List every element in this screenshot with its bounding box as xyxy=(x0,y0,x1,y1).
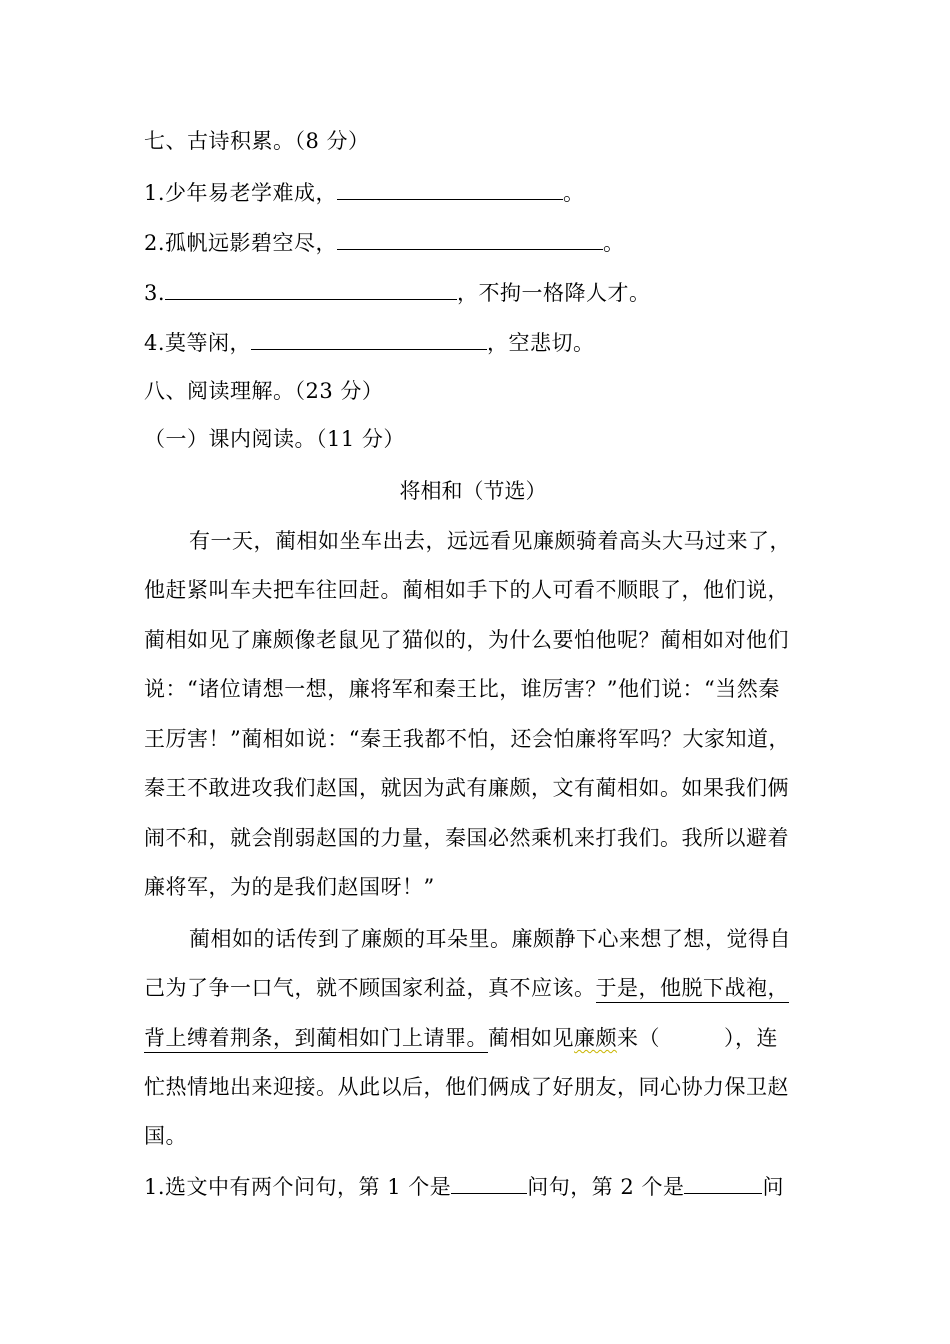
subsection-heading: （一）课内阅读。（11 分） xyxy=(144,427,405,451)
squiggle-marked-word: 廉颇 xyxy=(574,1026,617,1050)
poem-question-2 xyxy=(144,227,625,258)
poem-question-3-prefix: 3. xyxy=(144,281,166,305)
reading-question-1 xyxy=(144,1171,784,1202)
paragraph1-line-6: 秦王不敢进攻我们赵国，就因为武有廉颇，文有蔺相如。如果我们俩 xyxy=(144,776,789,800)
reading-question-1-part-a: 1.选文中有两个问句，第 1 个是 xyxy=(144,1175,452,1199)
underlined-sentence-part-2: 背上缚着荆条，到蔺相如门上请罪。 xyxy=(144,1026,488,1053)
poem-question-4-suffix: ，空悲切。 xyxy=(487,331,595,355)
paragraph1-line-8: 廉将军，为的是我们赵国呀！” xyxy=(144,875,435,899)
poem-question-4-prefix: 4.莫等闲， xyxy=(144,331,252,355)
paragraph2-line-1: 蔺相如的话传到了廉颇的耳朵里。廉颇静下心来想了想，觉得自 xyxy=(189,927,791,951)
section7-heading: 七、古诗积累。（8 分） xyxy=(144,129,370,153)
paragraph2-line-2-text: 己为了争一口气，就不顾国家利益，真不应该。 xyxy=(144,976,596,1000)
poem-question-1-suffix: 。 xyxy=(563,181,585,205)
question-type-blank-2[interactable] xyxy=(684,1171,762,1194)
poem-answer-blank-3[interactable] xyxy=(165,277,457,300)
paragraph1-line-7: 闹不和，就会削弱赵国的力量，秦国必然乘机来打我们。我所以避着 xyxy=(144,826,789,850)
reading-question-1-part-c: 问 xyxy=(762,1175,784,1199)
poem-answer-blank-2[interactable] xyxy=(337,227,603,250)
paragraph2-line-3-text-b: 来（ xyxy=(617,1026,660,1050)
paragraph1-line-2: 他赶紧叫车夫把车往回赶。蔺相如手下的人可看不顺眼了，他们说， xyxy=(144,578,789,602)
paragraph2-line-3-text-c: ），连 xyxy=(724,1026,778,1050)
poem-question-2-prefix: 2.孤帆远影碧空尽， xyxy=(144,231,338,255)
paragraph1-line-3: 蔺相如见了廉颇像老鼠见了猫似的，为什么要怕他呢？蔺相如对他们 xyxy=(144,628,789,652)
paragraph2-line-2 xyxy=(144,973,789,1003)
article-title: 将相和（节选） xyxy=(399,479,547,503)
question-type-blank-1[interactable] xyxy=(451,1171,527,1194)
poem-question-1-prefix: 1.少年易老学难成， xyxy=(144,181,338,205)
paragraph2-line-4: 忙热情地出来迎接。从此以后，他们俩成了好朋友，同心协力保卫赵 xyxy=(144,1075,789,1099)
paragraph1-line-5: 王厉害！”蔺相如说：“秦王我都不怕，还会怕廉将军吗？大家知道， xyxy=(144,727,790,751)
reading-question-1-part-b: 问句，第 2 个是 xyxy=(527,1175,685,1199)
poem-question-4 xyxy=(144,327,595,358)
underlined-sentence-part-1: 于是，他脱下战袍， xyxy=(596,976,790,1003)
paragraph1-line-4: 说：“诸位请想一想，廉将军和秦王比，谁厉害？”他们说：“当然秦 xyxy=(144,677,780,701)
paragraph2-line-3-text-a: 蔺相如见 xyxy=(488,1026,574,1050)
section8-heading: 八、阅读理解。（23 分） xyxy=(144,379,384,403)
paragraph2-line-5: 国。 xyxy=(144,1124,187,1148)
poem-question-2-suffix: 。 xyxy=(603,231,625,255)
poem-answer-blank-1[interactable] xyxy=(337,177,563,200)
poem-answer-blank-4[interactable] xyxy=(251,327,487,350)
paragraph1-line-1: 有一天，蔺相如坐车出去，远远看见廉颇骑着高头大马过来了， xyxy=(189,529,791,553)
paragraph2-line-3 xyxy=(144,1023,778,1053)
poem-question-3 xyxy=(144,277,651,308)
poem-question-3-suffix: ，不拘一格降人才。 xyxy=(457,281,651,305)
poem-question-1 xyxy=(144,177,585,208)
